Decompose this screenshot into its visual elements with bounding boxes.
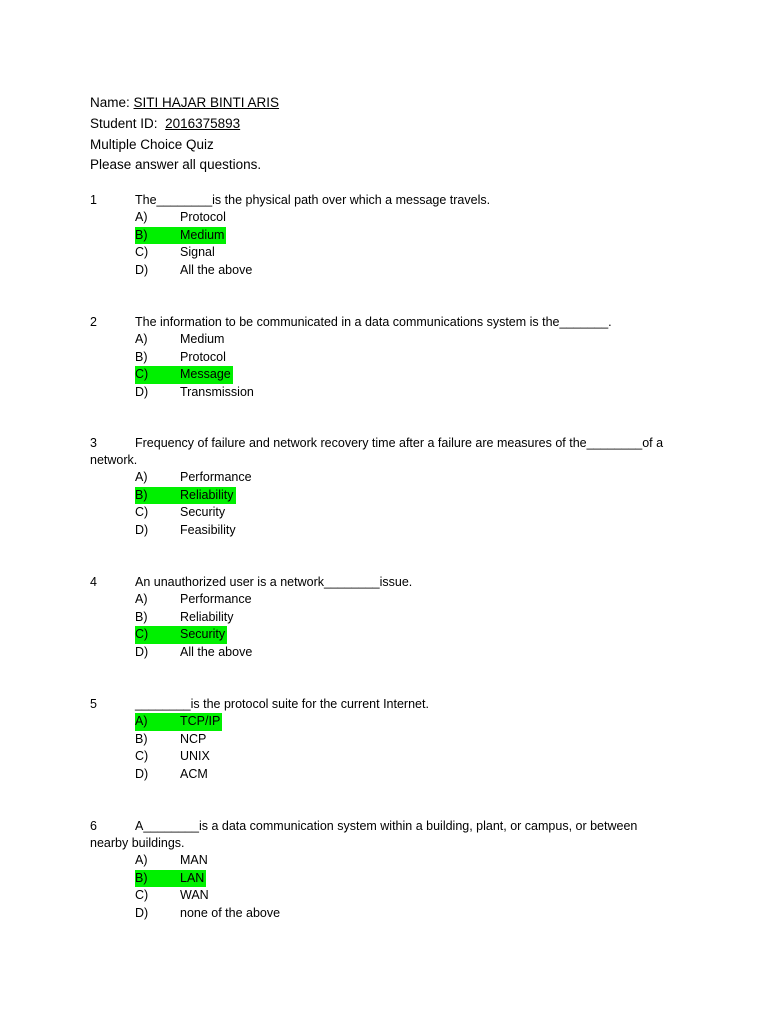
option-letter: C)	[135, 888, 149, 902]
option-text: Medium	[180, 227, 225, 242]
question-row	[90, 574, 690, 591]
option-letter: D)	[135, 905, 149, 920]
option-letter: B)	[135, 227, 148, 242]
option-letter: C)	[135, 505, 149, 519]
option-letter: B)	[135, 731, 148, 746]
question-text: The________is the physical path over which a message travels.	[135, 193, 491, 207]
option-letter: D)	[135, 644, 149, 659]
option-text: none of the above	[180, 905, 281, 920]
option-letter: A)	[135, 470, 148, 484]
question-text: An unauthorized user is a network________issue.	[135, 575, 413, 589]
option-text: UNIX	[180, 749, 210, 763]
option-letter: A)	[135, 592, 148, 606]
question-row	[90, 818, 690, 835]
question-text-continuation: nearby buildings.	[90, 836, 185, 850]
question-text: ________is the protocol suite for the current Internet.	[135, 697, 429, 711]
option-d	[135, 766, 690, 784]
option-a	[135, 852, 690, 870]
option-text: Signal	[180, 245, 215, 259]
option-b	[135, 609, 690, 627]
option-text: MAN	[180, 853, 208, 867]
question-number: 2	[90, 315, 97, 329]
option-letter: A)	[135, 332, 148, 346]
instruction-text: Please answer all questions.	[90, 157, 262, 172]
name-value: SITI HAJAR BINTI ARIS	[133, 95, 280, 110]
question-5	[90, 696, 690, 783]
question-text: The information to be communicated in a data communications system is the_______.	[135, 315, 612, 329]
question-2	[90, 314, 690, 401]
option-c-highlighted	[135, 366, 690, 384]
question-row	[90, 192, 690, 209]
option-text: All the above	[180, 262, 253, 277]
option-text: WAN	[180, 888, 209, 902]
option-b	[135, 349, 690, 367]
option-text: Message	[180, 367, 231, 381]
option-text: Security	[180, 505, 226, 519]
name-line	[90, 95, 279, 110]
option-text: Performance	[180, 592, 252, 606]
option-a	[135, 331, 690, 349]
question-number: 5	[90, 697, 97, 711]
question-number: 3	[90, 436, 97, 450]
option-letter: A)	[135, 714, 148, 728]
question-number: 6	[90, 819, 97, 833]
option-letter: C)	[135, 367, 149, 381]
question-text: A________is a data communication system within a building, plant, or campus, or between	[135, 819, 638, 833]
option-letter: D)	[135, 384, 149, 399]
option-c	[135, 748, 690, 766]
option-letter: B)	[135, 609, 148, 624]
option-text: Transmission	[180, 384, 254, 399]
option-text: Protocol	[180, 210, 226, 224]
option-c	[135, 887, 690, 905]
option-letter: C)	[135, 749, 149, 763]
question-row	[90, 435, 690, 452]
option-a	[135, 591, 690, 609]
student-id-line	[90, 116, 240, 131]
option-text: ACM	[180, 766, 208, 781]
name-label: Name:	[90, 95, 134, 110]
question-1	[90, 192, 690, 279]
option-text: Reliability	[180, 609, 234, 624]
question-6	[90, 818, 690, 922]
option-text: Feasibility	[180, 522, 236, 537]
option-b	[135, 731, 690, 749]
option-letter: C)	[135, 245, 149, 259]
option-letter: D)	[135, 262, 149, 277]
option-letter: D)	[135, 522, 149, 537]
question-number: 4	[90, 575, 97, 589]
option-letter: B)	[135, 349, 148, 364]
option-b-highlighted	[135, 227, 690, 245]
option-text: Protocol	[180, 349, 226, 364]
option-d	[135, 384, 690, 402]
option-text: Reliability	[180, 487, 234, 502]
question-row	[90, 314, 690, 331]
question-row	[90, 696, 690, 713]
question-4	[90, 574, 690, 661]
student-id-label: Student ID:	[90, 116, 158, 131]
option-b-highlighted	[135, 487, 690, 505]
option-a	[135, 469, 690, 487]
option-b-highlighted	[135, 870, 690, 888]
option-text: Performance	[180, 470, 252, 484]
option-text: NCP	[180, 731, 207, 746]
option-c-highlighted	[135, 626, 690, 644]
question-3	[90, 435, 690, 539]
option-d	[135, 905, 690, 923]
option-d	[135, 522, 690, 540]
option-text: Security	[180, 627, 226, 641]
option-d	[135, 644, 690, 662]
option-letter: A)	[135, 210, 148, 224]
option-text: Medium	[180, 332, 225, 346]
option-a	[135, 209, 690, 227]
option-text: All the above	[180, 644, 253, 659]
question-number: 1	[90, 193, 97, 207]
question-text: Frequency of failure and network recovery time after a failure are measures of the________of a	[135, 436, 664, 450]
option-letter: B)	[135, 487, 148, 502]
option-letter: C)	[135, 627, 149, 641]
option-d	[135, 262, 690, 280]
option-c	[135, 504, 690, 522]
option-a-highlighted	[135, 713, 690, 731]
question-text-continuation: network.	[90, 453, 138, 467]
option-letter: B)	[135, 870, 148, 885]
option-c	[135, 244, 690, 262]
option-text: TCP/IP	[180, 714, 221, 728]
option-letter: D)	[135, 766, 149, 781]
quiz-title: Multiple Choice Quiz	[90, 137, 214, 152]
student-id-value: 2016375893	[165, 116, 241, 131]
option-text: LAN	[180, 870, 205, 885]
option-letter: A)	[135, 853, 148, 867]
